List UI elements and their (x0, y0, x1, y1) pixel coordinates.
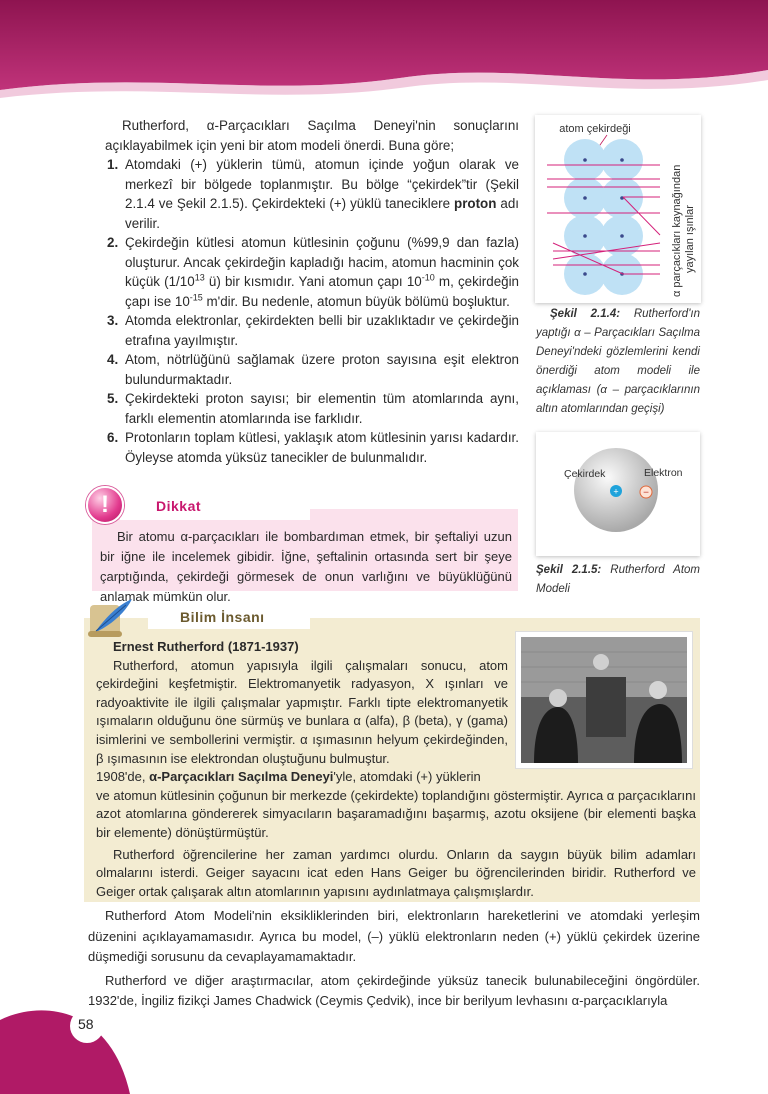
header-band (0, 0, 768, 100)
text: 'yle, atomdaki (+) yüklerin (333, 769, 481, 785)
figure-atom-model (536, 432, 700, 556)
item-number: 1. (107, 157, 119, 172)
dikkat-tab (120, 496, 310, 520)
superscript: 13 (194, 272, 205, 283)
superscript: -10 (421, 272, 435, 283)
bottom-text (88, 906, 700, 1012)
list-item (105, 389, 519, 428)
item-number: 3. (107, 313, 119, 328)
item-text: adı verilir. (125, 196, 519, 231)
label-electron: Elektron (644, 467, 683, 479)
scientist-paragraph-3: Rutherford öğrencilerine her zaman yardımcı olurdu. Onların da saygın büyük bilim adamları olmalarını isterdi. Geiger sayacını icat eden Hans Geiger bu öğrencilerinden biridir. Rutherford ve Geiger ortak çalışarak altın atomlarının yapısını aydınlatmaya çalışmışlardır. (96, 846, 696, 899)
item-number: 2. (107, 235, 119, 250)
quill-scroll-icon (86, 597, 136, 639)
bottom-paragraph-1: Rutherford Atom Modeli'nin eksikliklerinden biri, elektronların hareketlerini ve atomdaki yerleşim düzenini açıklayamamasıdır. Ayrıca bu model, (–) yüklü elektronların neden (+) yüklü çekirdek üzerine düşmediği sorusunu da cevaplayamamaktadır. (88, 908, 700, 964)
item-text: Atomdaki (+) yüklerin tümü, atomun içinde yoğun olarak ve merkezî bir bölgede toplanmıştır. Bu bölge “çekirdek”tir (Şekil 2.1.4 ve Şekil 2.1.5). Çekirdekteki (+) yüklü taneciklere (125, 157, 519, 211)
plus-sign: + (613, 486, 619, 497)
item-text: Atom, nötrlüğünü sağlamak üzere proton sayısına eşit elektron bulundurmaktadır. (125, 352, 519, 387)
postulate-list (105, 155, 519, 467)
dikkat-text: Bir atomu α-parçacıkları ile bombardıman etmek, bir şeftaliyi uzun bir iğne ile incelemek gibidir. İğne, şeftalinin ortasında sert bir şeye çarptığında, çekirdeği görmesek de onun varlığını ve büyüklüğünü anlamak mümkün olur. (100, 529, 512, 604)
scientist-paragraph-2b: ve atomun kütlesinin çoğunun bir merkezde (çekirdekte) toplandığını göstermiştir. Ayrıca α parçacıklarını azot atomlarına göndererek simyacıların başaramadığını başarmış, azotu oksijene (bir elementi başka bir elemente) dönüştürmüştür. (96, 787, 696, 840)
label-rays-1: α parçacıkları kaynağından (671, 164, 683, 297)
caption-text: Rutherford'ın yaptığı α – Parçacıkları Saçılma Deneyi'ndeki gözlemlerini kendi önerdiği atom modeli ile açıklaması (α – parçacıklarının altın atomlarından geçişi) (536, 308, 700, 415)
scientist-paragraph-2a (96, 768, 696, 787)
superscript: -15 (189, 292, 203, 303)
item-text: Atomda elektronlar, çekirdekten belli bir uzaklıktadır ve çekirdeğin etrafına yayılmıştır. (125, 313, 519, 348)
alpha-rays (547, 165, 660, 274)
list-item (105, 155, 519, 233)
item-number: 6. (107, 430, 119, 445)
page-number: 58 (78, 1016, 94, 1032)
item-text: Çekirdeğin kütlesi atomun kütlesinin çoğunu (%99,9 dan fazla) oluşturur. Ancak çekirdeğin kapladığı hacim, atomun hacminin çok küçük (1/10 (125, 235, 519, 289)
item-text: ü) bir kısmıdır. Yani atomun çapı 10 (204, 274, 422, 289)
list-item (105, 350, 519, 389)
label-rays-2: yayılan ışınlar (684, 205, 696, 273)
bottom-paragraph-2: Rutherford ve diğer araştırmacılar, atom çekirdeğinde yüksüz tanecik bulunabileceğini öngördüler. 1932'de, İngiliz fizikçi James Chadwick (Ceymis Çedvik), ince bir berilyum levhasını α-parçacıklarıyla (88, 972, 700, 1008)
gold-atoms (564, 139, 643, 295)
scientist-title: Bilim İnsanı (180, 609, 265, 625)
exclamation-icon: ! (86, 486, 124, 524)
figure-scattering (535, 115, 701, 303)
page-corner (0, 1000, 150, 1094)
item-text: m'dir. Bu nedenle, atomun büyük bölümü boşluktur. (202, 293, 510, 309)
item-number: 5. (107, 391, 119, 406)
item-text: Protonların toplam kütlesi, yaklaşık atom kütlesinin yarısı kadardır. Öyleyse atomda yüksüz tanecikler de bulunmalıdır. (125, 430, 519, 465)
list-item (105, 311, 519, 350)
scientist-text (96, 638, 696, 901)
caption-label: Şekil 2.1.4: (550, 308, 621, 320)
list-item (105, 233, 519, 311)
caption-text: Rutherford Atom Modeli (536, 564, 700, 595)
scientist-name: Ernest Rutherford (1871-1937) (113, 639, 299, 654)
item-text: Çekirdekteki proton sayısı; bir elementin tüm atomlarında aynı, farklı elementin atomlarında ise farklıdır. (125, 391, 519, 426)
label-nucleus: Çekirdek (564, 468, 606, 480)
figure-caption-2-1-4 (536, 305, 700, 419)
text: 1908'de, (96, 769, 150, 785)
list-item (105, 428, 519, 467)
scientist-paragraph-1: Rutherford, atomun yapısıyla ilgili çalışmaları sonucu, atom çekirdeğini keşfetmiştir. Elektromanyetik radyasyon, X ışınları ve radyoaktivite ile ilgili çalışmalar yapmıştır. Farklı tipte elektromanyetik ışımaların olduğunu öne sürmüş ve bunlara α (alfa), β (beta), γ (gama) isimlerini ve sembollerini vermiştir. α ışımasının helyum çekirdeğinden, β ışımasının ise elektrondan oluştuğunu bulmuştur. (96, 657, 508, 766)
item-text: m, çekirdeğin çapı ise 10 (125, 274, 520, 309)
label-atom-nucleus: atom çekirdeği (559, 123, 631, 135)
figure-caption-2-1-5 (536, 561, 700, 599)
minus-sign: − (643, 487, 649, 499)
item-number: 4. (107, 352, 119, 367)
dikkat-title: Dikkat (156, 498, 202, 514)
caption-label: Şekil 2.1.5: (536, 564, 602, 576)
intro-text (105, 116, 519, 467)
item-bold: proton (454, 196, 497, 211)
bold-text: α-Parçacıkları Saçılma Deneyi (149, 769, 334, 785)
intro-paragraph: Rutherford, α-Parçacıkları Saçılma Deneyi'nin sonuçlarını açıklayabilmek için yeni bir atom modeli önerdi. Buna göre; (105, 118, 519, 153)
